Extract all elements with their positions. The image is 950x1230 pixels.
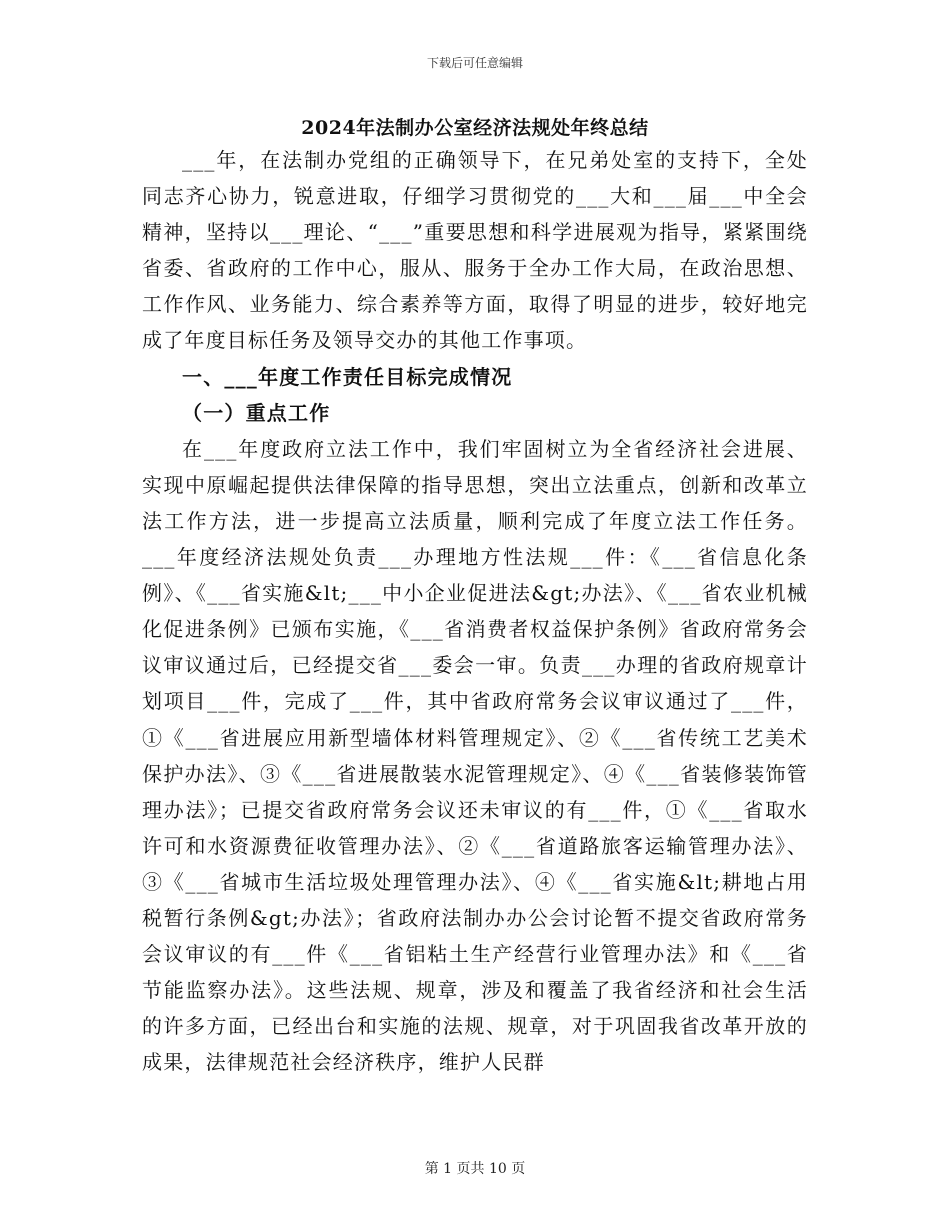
section-heading: 一、___年度工作责任目标完成情况 bbox=[182, 364, 513, 389]
document-body bbox=[142, 142, 808, 1080]
subsection-heading: （一）重点工作 bbox=[182, 400, 331, 425]
header-note: 下载后可任意编辑 bbox=[426, 56, 523, 70]
page-footer: 第 1 页共 10 页 bbox=[424, 1161, 526, 1177]
document-title: 2024年法制办公室经济法规处年终总结 bbox=[301, 117, 649, 139]
intro-paragraph: ___年，在法制办党组的正确领导下，在兄弟处室的支持下，全处同志齐心协力，锐意进取，仔细学习贯彻党的___大和___届___中全会精神，坚持以___理论、“___”重要思想和科学进展观为指导，紧紧围绕省委、省政府的工作中心，服从、服务于全办工作大局，在政治思想、工作作风、业务能力、综合素养等方面，取得了明显的进步，较好地完成了年度目标任务及领导交办的其他工作事项。 bbox=[142, 148, 808, 353]
body-paragraph: 在___年度政府立法工作中，我们牢固树立为全省经济社会进展、实现中原崛起提供法律保障的指导思想，突出立法重点，创新和改革立法工作方法，进一步提高立法质量，顺利完成了年度立法工作任务。___年度经济法规处负责___办理地方性法规___件：《___省信息化条例》、《___省实施&lt;___中小企业促进法&gt;办法》、《___省农业机械化促进条例》已颁布实施，《___省消费者权益保护条例》省政府常务会议审议通过后，已经提交省___委会一审。负责___办理的省政府规章计划项目___件，完成了___件，其中省政府常务会议审议通过了___件，①《___省进展应用新型墙体材料管理规定》、②《___省传统工艺美术保护办法》、③《___省进展散装水泥管理规定》、④《___省装修装饰管理办法》；已提交省政府常务会议还未审议的有___件，①《___省取水许可和水资源费征收管理办法》、②《___省道路旅客运输管理办法》、③《___省城市生活垃圾处理管理办法》、④《___省实施&lt;耕地占用税暂行条例&gt;办法》；省政府法制办办公会讨论暂不提交省政府常务会议审议的有___件《___省铝粘土生产经营行业管理办法》和《___省节能监察办法》。这些法规、规章，涉及和覆盖了我省经济和社会生活的许多方面，已经出台和实施的法规、规章，对于巩固我省改革开放的成果，法律规范社会经济秩序，维护人民群 bbox=[142, 436, 808, 1075]
